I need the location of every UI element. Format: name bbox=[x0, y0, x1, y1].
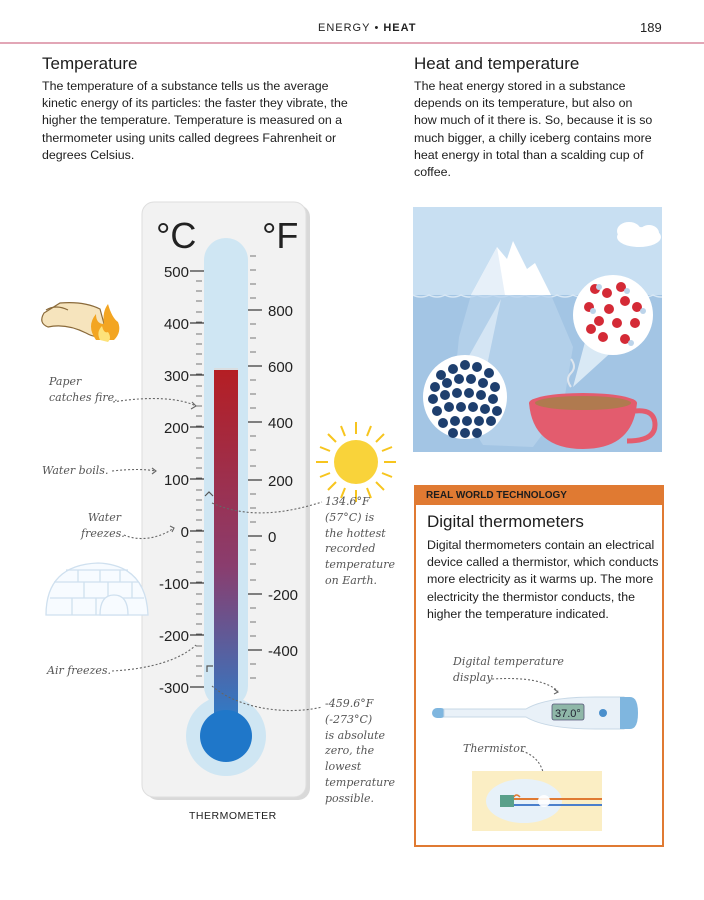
heat-temperature-body: The heat energy stored in a substance depends on its temperature, but also on how much of it there is. So, because it is so much bigger, a chilly iceberg contains more heat energy in total than a scalding cup of coffee. bbox=[414, 79, 653, 180]
celsius-tick-label: 500 bbox=[163, 264, 189, 281]
celsius-tick-label: 300 bbox=[163, 368, 189, 385]
mercury-bulb bbox=[200, 710, 252, 762]
fahrenheit-tick-label: 400 bbox=[268, 415, 294, 432]
celsius-tick-label: 200 bbox=[163, 420, 189, 437]
celsius-tick-label: 400 bbox=[163, 316, 189, 333]
panel-label-bar bbox=[416, 487, 662, 505]
thermistor-closeup-icon bbox=[472, 771, 602, 831]
fahrenheit-unit-label: °F bbox=[262, 215, 299, 256]
fahrenheit-tick-label: 600 bbox=[268, 359, 294, 376]
digital-thermometer-illustration bbox=[416, 667, 662, 837]
panel-body: Digital thermometers contain an electrical device called a thermistor, which conducts more electricity as it warms up. The more electricity the thermistor conducts, the higher the temperature indicated. bbox=[427, 538, 659, 621]
celsius-tick-label: -200 bbox=[158, 628, 189, 645]
digital-thermometer-icon bbox=[432, 697, 638, 729]
running-head-topic: HEAT bbox=[383, 22, 417, 34]
fahrenheit-tick-label: -200 bbox=[268, 587, 299, 604]
digital-display-reading: 37.0° bbox=[555, 708, 581, 720]
temperature-heading: Temperature bbox=[42, 54, 138, 73]
celsius-unit-label: °C bbox=[156, 215, 197, 256]
callout-water-freezes: Water freezes. bbox=[81, 511, 125, 540]
temperature-body: The temperature of a substance tells us the average kinetic energy of its particles: the faster they vibrate, the higher the temperature. Temperature is measured on a thermometer using units called degrees Fahrenheit or degrees Celsius. bbox=[42, 79, 348, 162]
running-head-section: ENERGY bbox=[318, 22, 371, 34]
page-header bbox=[0, 0, 704, 45]
panel-title: Digital thermometers bbox=[427, 512, 584, 531]
iceberg-coffee-illustration bbox=[413, 207, 662, 452]
header-rule bbox=[0, 42, 704, 44]
callout-absolute-zero: -459.6°F (-273°C) is absolute zero, the lowest temperature possible. bbox=[325, 697, 396, 805]
igloo-icon bbox=[46, 563, 148, 615]
sun-icon bbox=[316, 422, 396, 502]
fahrenheit-tick-label: -400 bbox=[268, 643, 299, 660]
callout-paper-catches-fire: Paper catches fire. bbox=[49, 375, 118, 404]
hot-particles-circle bbox=[573, 275, 653, 355]
callout-water-boils: Water boils. bbox=[42, 464, 109, 477]
running-head bbox=[318, 22, 416, 34]
running-head-separator: • bbox=[374, 22, 380, 34]
mercury-column bbox=[214, 368, 238, 728]
thermometer-callout-leaders bbox=[492, 679, 558, 778]
thermometer-caption: THERMOMETER bbox=[189, 810, 277, 822]
burning-paper-icon bbox=[42, 303, 120, 342]
celsius-tick-label: -100 bbox=[158, 576, 189, 593]
callout-air-freezes: Air freezes. bbox=[47, 664, 112, 677]
celsius-tick-label: 0 bbox=[180, 524, 189, 541]
page-number: 189 bbox=[640, 20, 662, 35]
fahrenheit-tick-label: 0 bbox=[268, 529, 277, 546]
callout-digital-display: Digital temperature display bbox=[453, 655, 564, 684]
celsius-tick-label: 100 bbox=[163, 472, 189, 489]
fahrenheit-tick-label: 200 bbox=[268, 473, 294, 490]
mercury-top bbox=[214, 368, 238, 370]
callout-thermistor: Thermistor bbox=[463, 742, 526, 755]
thermometer-callout-arrow bbox=[554, 689, 558, 694]
real-world-technology-panel bbox=[414, 485, 664, 847]
heat-temperature-heading: Heat and temperature bbox=[414, 54, 580, 73]
panel-label: REAL WORLD TECHNOLOGY bbox=[426, 490, 567, 501]
fahrenheit-tick-label: 800 bbox=[268, 303, 294, 320]
callout-hottest-temperature: 134.6°F (57°C) is the hottest recorded temperature on Earth. bbox=[325, 495, 396, 587]
celsius-tick-label: -300 bbox=[158, 680, 189, 697]
